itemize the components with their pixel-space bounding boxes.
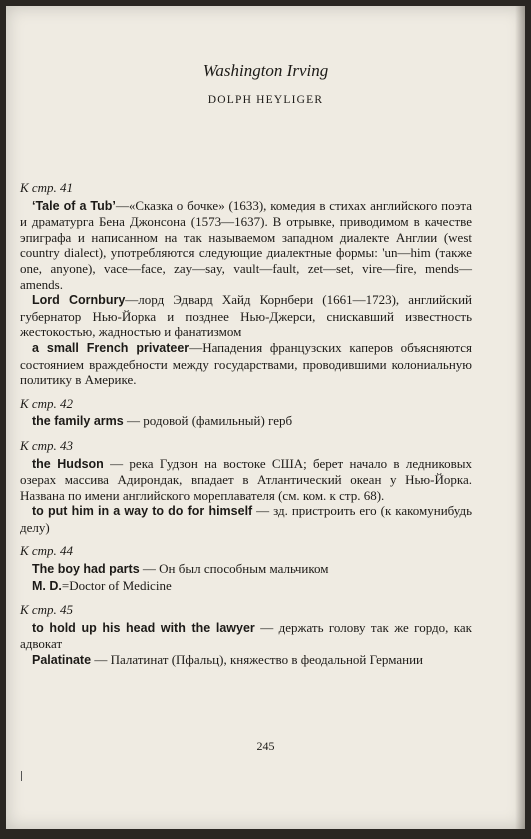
gloss-definition: =Doctor of Medicine — [61, 577, 172, 593]
page-reference-heading: К стр. 44 — [20, 543, 74, 559]
gloss-definition: — держать голову так же гордо, как адвокат — [20, 619, 472, 652]
gloss-entry — [20, 198, 472, 293]
page-reference-heading: К стр. 45 — [20, 602, 74, 618]
gloss-entry — [20, 456, 472, 504]
gloss-definition: — зд. пристроить его (к какомунибудь делу) — [20, 503, 472, 535]
page-number: 245 — [256, 739, 275, 753]
running-header-title: DOLPH HEYLIGER — [207, 94, 324, 106]
gloss-entry — [20, 292, 472, 340]
book-page — [6, 6, 525, 829]
gloss-definition: — родовой (фамильный) герб — [123, 413, 293, 429]
gloss-entry — [20, 340, 472, 388]
gloss-entry — [20, 652, 472, 669]
gloss-entry — [20, 620, 472, 652]
gloss-term: the family arms — [32, 414, 124, 429]
gloss-term: ‘Tale of a Tub’ — [32, 198, 116, 213]
gloss-definition: —лорд Эдвард Хайд Корнбери (1661—1723), английский губернатор Нью-Йорка и позднее Нью-Джерси, снискавший известность жестокостью, жадностью и фанатизмом — [20, 292, 472, 340]
gloss-definition: — Он был способным мальчиком — [139, 561, 329, 577]
gloss-entry — [20, 413, 472, 430]
page-edge-shadow — [515, 6, 525, 829]
notes-body — [20, 180, 472, 669]
gloss-term: to put him in a way to do for himself — [32, 504, 253, 519]
gloss-definition: — река Гудзон на востоке США; берет начало в ледниковых озерах массива Адирондак, впадает в Атлантический океан у Нью-Йорка. Названа по имени английского мореплавателя (см. ком. к стр. 68). — [20, 455, 473, 503]
gloss-term: Lord Cornbury — [32, 293, 126, 308]
gloss-term: M. D. — [32, 578, 62, 593]
gloss-entry — [20, 561, 472, 578]
running-header-author: Washington Irving — [202, 61, 329, 80]
gloss-entry — [20, 578, 472, 595]
page-reference-heading: К стр. 42 — [20, 395, 74, 411]
gloss-definition: — Палатинат (Пфальц), княжество в феодальной Германии — [91, 652, 424, 668]
gloss-definition: —«Сказка о бочке» (1633), комедия в стихах английского поэта и драматурга Бена Джонсона (1573—1637). В отрывке, приводимом в качестве эпиграфа и написанном на так называемом западном диалекте Англии (west country dialect), употребляются следующие диалектные формы: 'un—him (также one, anyone), vace—face, zay—say, vault—fault, zet—set, vire—fire, mends—amends. — [20, 197, 472, 292]
gloss-definition: —Нападения французских каперов объясняются состоянием враждебности между государствами, проводившими колониальную политику в Америке. — [20, 339, 472, 388]
gloss-term: The boy had parts — [32, 562, 140, 577]
page-reference-heading: К стр. 43 — [20, 437, 74, 453]
gloss-entry — [20, 503, 472, 535]
gloss-term: to hold up his head with the lawyer — [32, 620, 255, 635]
page-reference-heading: К стр. 41 — [20, 180, 74, 195]
gloss-term: a small French privateer — [32, 340, 190, 355]
gloss-term: the Hudson — [32, 456, 104, 471]
scan-mark — [21, 771, 22, 781]
gloss-term: Palatinate — [32, 653, 92, 668]
